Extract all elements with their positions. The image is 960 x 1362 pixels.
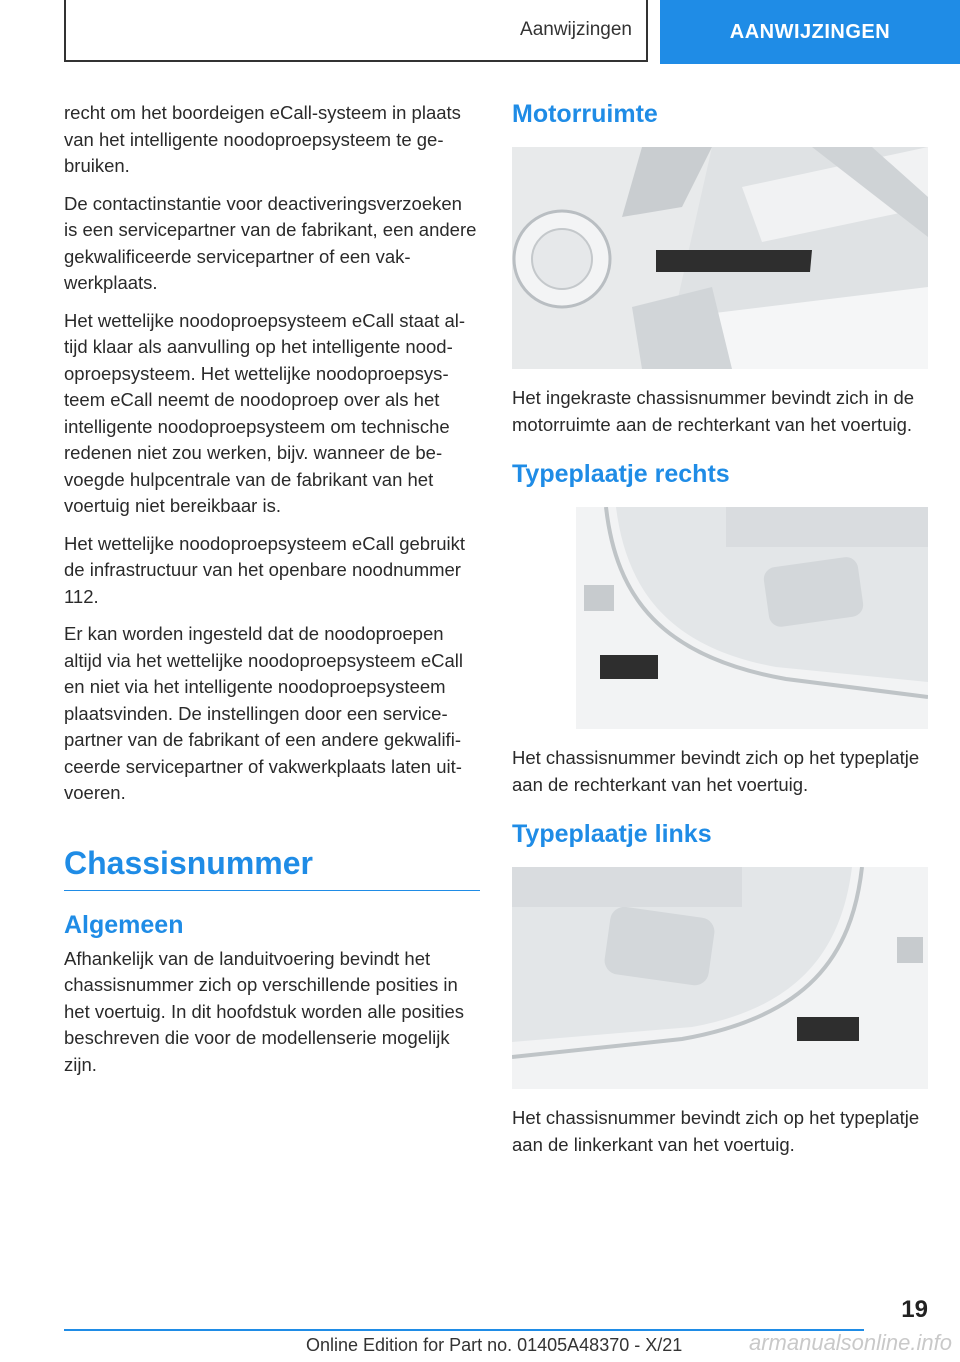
heading-typeplaatje-rechts: Typeplaatje rechts — [512, 460, 730, 488]
page-number: 19 — [901, 1296, 928, 1323]
body-paragraph: De contactinstantie voor deactiveringsverzoeken is een servicepartner van de fabrikant, een andere gekwalificeerde servicepartner of een vakwerkplaats. — [64, 192, 477, 293]
watermark: armanualsonline.info — [748, 1330, 952, 1355]
heading-typeplaatje-links: Typeplaatje links — [512, 820, 712, 848]
subsection-heading-algemeen: Algemeen — [64, 910, 184, 939]
edition-footer: Online Edition for Part no. 01405A48370 - X/21 — [306, 1335, 683, 1355]
caption-typeplaatje-links: Het chassisnummer bevindt zich op het typeplatje aan de linkerkant van het voertuig. — [512, 1107, 920, 1155]
body-paragraph: Er kan worden ingesteld dat de noodoproepen altijd via het wettelijke noodoproepsysteem eCall en niet via het intelligente noodoproepsysteem plaatsvinden. De instellingen door een servicepartner van de fabrikant of een andere gekwalificeerde servicepartner of vakwerkplaats laten uitvoeren. — [64, 623, 463, 803]
heading-motorruimte: Motorruimte — [512, 100, 658, 128]
body-paragraph: Het wettelijke noodoproepsysteem eCall gebruikt de infrastructuur van het openbare noodnummer 112. — [64, 532, 466, 607]
chapter-tab-label: AANWIJZINGEN — [729, 20, 891, 43]
caption-typeplaatje-rechts: Het chassisnummer bevindt zich op het typeplatje aan de rechterkant van het voertuig. — [512, 747, 920, 795]
left-door-sill-image — [512, 867, 928, 1089]
body-paragraph: recht om het boordeigen eCall-systeem in plaats van het intelligente noodoproepsysteem te gebruiken. — [64, 102, 461, 176]
right-column — [512, 100, 928, 1169]
footer-divider — [64, 1329, 864, 1331]
engine-bay-image — [512, 147, 928, 369]
algemeen-paragraph: Afhankelijk van de landuitvoering bevindt het chassisnummer zich op verschillende posities in het voertuig. In dit hoofdstuk worden alle posities beschreven die voor de modellenserie mogelijk zijn. — [64, 947, 465, 1075]
running-header-section — [64, 0, 648, 62]
right-door-sill-image — [576, 507, 928, 729]
header-section-label: Aanwijzingen — [520, 19, 632, 40]
section-heading-chassisnummer: Chassisnummer — [64, 845, 480, 891]
left-column — [64, 100, 480, 1089]
caption-motorruimte: Het ingekraste chassisnummer bevindt zich in de motorruimte aan de rechterkant van het voertuig. — [512, 387, 915, 435]
chapter-tab[interactable] — [660, 0, 960, 64]
body-paragraph: Het wettelijke noodoproepsysteem eCall staat altijd klaar als aanvulling op het intelligente noodoproepsysteem. Het wettelijke noodoproepsysteem eCall neemt de noodoproep over als het intelligente noodoproepsysteem om technische redenen niet zou werken, bijv. wanneer de bevoegde hulpcentrale van de fabrikant van het voertuig niet bereikbaar is. — [64, 309, 466, 516]
